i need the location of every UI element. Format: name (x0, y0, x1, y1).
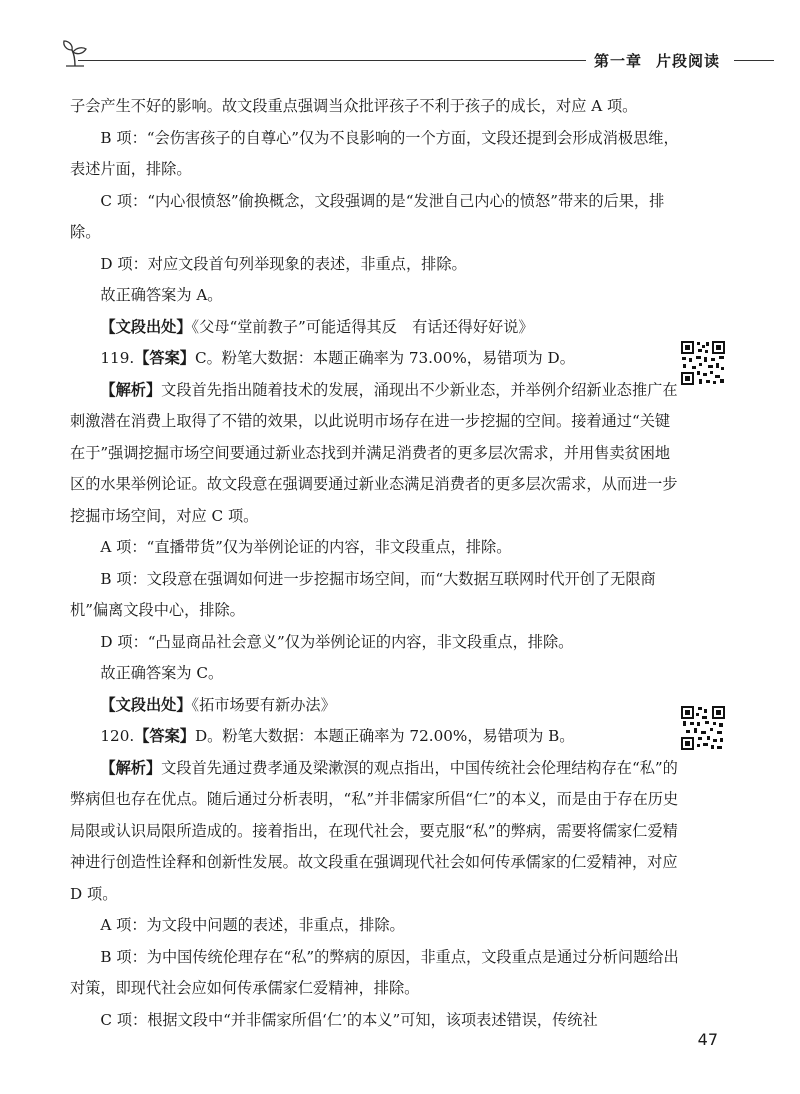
analysis-text: 文段首先通过费孝通及梁漱溟的观点指出，中国传统社会伦理结构存在“私”的弊病但也存在优点。随后通过分析表明，“私”并非儒家所倡“仁”的本义，而是由于存在历史局限或认识局限所造成的。接着指出，在现代社会，要克服“私”的弊病，需要将儒家仁爱精神进行创造性诠释和创新性发展。故文段重在强调现代社会如何传承儒家的仁爱精神，对应 D 项。 (70, 758, 679, 903)
header-rule-right (734, 60, 774, 61)
answer-text: C。粉笔大数据：本题正确率为 73.00%，易错项为 D。 (194, 349, 575, 367)
qr-code-icon[interactable] (680, 705, 726, 751)
option-analysis: B 项：“会伤害孩子的自尊心”仅为不良影响的一个方面，文段还提到会形成消极思维，表述片面，排除。 (70, 128, 679, 178)
option-analysis: C 项：“内心很愤怒”偷换概念，文段强调的是“发泄自己内心的愤怒”带来的后果，排除。 (70, 191, 665, 241)
page-header (58, 36, 778, 76)
page-number: 47 (697, 1030, 718, 1049)
option-analysis: B 项：为中国传统伦理存在“私”的弊病的原因，非重点，文段重点是通过分析问题给出对策，即现代社会应如何传承儒家仁爱精神，排除。 (70, 947, 679, 997)
sprout-icon (58, 36, 92, 70)
answer-text: D。粉笔大数据：本题正确率为 72.00%，易错项为 B。 (194, 727, 575, 745)
source-line (70, 312, 682, 344)
option-analysis: D 项：“凸显商品社会意义”仅为举例论证的内容，非文段重点，排除。 (100, 632, 574, 651)
qr-code-icon[interactable] (680, 340, 726, 386)
conclusion: 故正确答案为 A。 (100, 286, 223, 304)
option-analysis: D 项：对应文段首句列举现象的表述，非重点，排除。 (100, 254, 467, 273)
option-analysis: A 项：“直播带货”仅为举例论证的内容，非文段重点，排除。 (100, 538, 512, 556)
paragraph: 子会产生不好的影响。故文段重点强调当众批评孩子不利于孩子的成长，对应 A 项。 (70, 97, 638, 115)
header-rule-left (78, 60, 586, 61)
section-name: 片段阅读 (656, 52, 721, 70)
conclusion: 故正确答案为 C。 (100, 664, 224, 682)
source-label: 【文段出处】 (100, 695, 192, 714)
analysis-label: 【解析】 (100, 380, 162, 399)
answer-line (70, 721, 682, 753)
option-analysis: C 项：根据文段中“并非儒家所倡‘仁’的本义”可知，该项表述错误，传统社 (100, 1010, 598, 1029)
analysis-paragraph (70, 375, 682, 533)
source-line (70, 690, 682, 722)
source-label: 【文段出处】 (100, 317, 192, 336)
answer-label: 【答案】 (134, 349, 195, 367)
chapter-number: 第一章 (594, 52, 643, 70)
question-number: 119. (100, 349, 135, 367)
chapter-title (594, 50, 720, 71)
answer-line (70, 343, 682, 375)
source-title: 《拓市场要有新办法》 (191, 695, 336, 714)
question-number: 120. (100, 727, 135, 745)
answer-label: 【答案】 (134, 727, 195, 745)
page-body (70, 91, 682, 1036)
analysis-paragraph (70, 753, 682, 911)
option-analysis: A 项：为文段中问题的表述，非重点，排除。 (100, 916, 405, 934)
source-title: 《父母“堂前教子”可能适得其反 有话还得好好说》 (191, 317, 534, 336)
analysis-label: 【解析】 (100, 758, 162, 777)
analysis-text: 文段首先指出随着技术的发展，涌现出不少新业态，并举例介绍新业态推广在刺激潜在消费上取得了不错的效果，以此说明市场存在进一步挖掘的空间。接着通过“关键在于”强调挖掘市场空间要通过新业态找到并满足消费者的更多层次需求，并用售卖贫困地区的水果举例论证。故文段意在强调要通过新业态满足消费者的更多层次需求，从而进一步挖掘市场空间，对应 C 项。 (70, 380, 678, 525)
option-analysis: B 项：文段意在强调如何进一步挖掘市场空间，而“大数据互联网时代开创了无限商机”偏离文段中心，排除。 (70, 569, 656, 619)
